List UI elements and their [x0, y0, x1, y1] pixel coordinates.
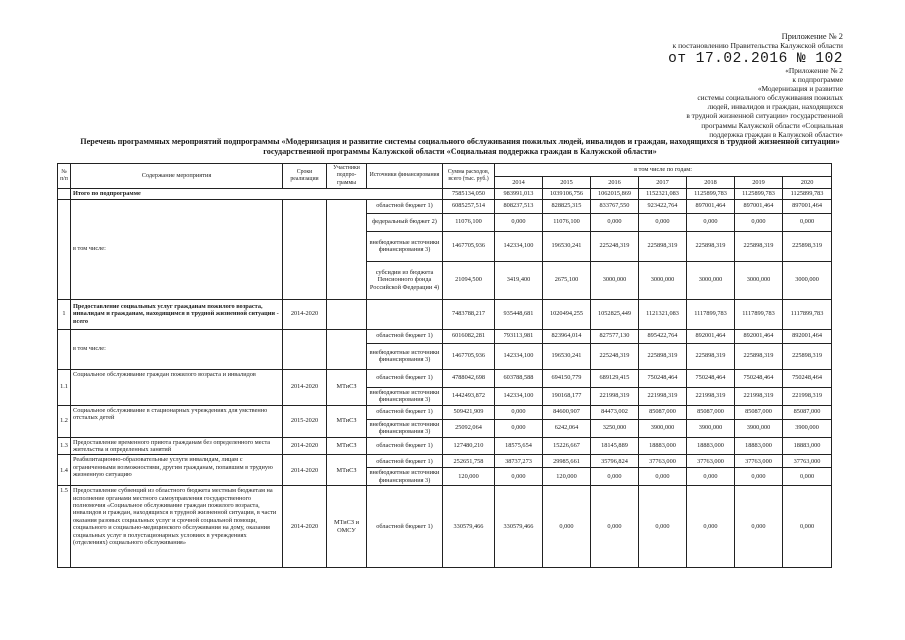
cell-value: 225898,319 — [639, 343, 687, 369]
header-line: программы Калужской области «Социальная — [701, 120, 843, 130]
total-label: Итого по подпрограмме — [71, 189, 443, 199]
cell-value: 18883,000 — [639, 437, 687, 455]
cell-value: 1039106,756 — [543, 189, 591, 199]
cell-value: 0,000 — [639, 468, 687, 486]
terms: 2014-2020 — [283, 486, 327, 568]
program-activities-table — [57, 163, 832, 568]
cell-value: 225898,319 — [639, 231, 687, 261]
participant: МТиСЗ — [327, 455, 367, 486]
date-stamp: от 17.02.2016 № 102 — [668, 51, 843, 68]
header-line: системы социального обслуживания пожилых — [697, 93, 843, 103]
activity-text: Социальное обслуживание граждан пожилого возраста и инвалидов — [71, 369, 283, 405]
cell-value: 3900,000 — [783, 419, 832, 437]
incl-label: в том числе: — [71, 199, 283, 299]
cell-value: 0,000 — [591, 486, 639, 568]
cell-value: 196530,241 — [543, 231, 591, 261]
year-header: 2020 — [783, 176, 832, 189]
cell-value: 84473,002 — [591, 405, 639, 419]
appendix-header — [503, 32, 843, 69]
cell-value: 221998,319 — [783, 387, 832, 405]
cell-value: 37763,000 — [783, 455, 832, 468]
year-header: 2018 — [687, 176, 735, 189]
cell-value: 6016082,281 — [443, 329, 495, 343]
cell-value: 1052825,449 — [591, 299, 639, 329]
activity-text: Предоставление временного приюта гражданам без определенного места жительства и определенных занятий — [71, 437, 283, 455]
cell-value: 29985,661 — [543, 455, 591, 468]
cell-value: 1117899,783 — [687, 299, 735, 329]
resolution-line: к постановлению Правительства Калужской области — [672, 41, 843, 51]
cell-value: 823964,014 — [543, 329, 591, 343]
cell-value: 0,000 — [591, 213, 639, 231]
cell-value: 808237,513 — [495, 199, 543, 213]
cell-value: 37763,000 — [687, 455, 735, 468]
cell-value: 694150,779 — [543, 369, 591, 387]
appendix-number: Приложение № 2 — [781, 32, 843, 41]
cell-value: 897001,464 — [687, 199, 735, 213]
cell-value: 0,000 — [783, 213, 832, 231]
source-label: областной бюджет 1) — [367, 486, 443, 568]
cell-value: 221998,319 — [687, 387, 735, 405]
source-label: областной бюджет 1) — [367, 405, 443, 419]
cell-value: 827577,130 — [591, 329, 639, 343]
year-header: 2019 — [735, 176, 783, 189]
year-header: 2014 — [495, 176, 543, 189]
cell-value: 0,000 — [495, 419, 543, 437]
cell-value: 18883,000 — [783, 437, 832, 455]
year-header: 2016 — [591, 176, 639, 189]
cell-value: 0,000 — [543, 486, 591, 568]
cell-value: 892001,464 — [783, 329, 832, 343]
terms: 2014-2020 — [283, 369, 327, 405]
header-line: в трудной жизненной ситуации» государственной — [686, 111, 843, 121]
cell-value: 0,000 — [735, 486, 783, 568]
cell-value: 892001,464 — [687, 329, 735, 343]
cell-value: 0,000 — [495, 213, 543, 231]
cell-value: 225248,319 — [591, 231, 639, 261]
cell-value: 127480,210 — [443, 437, 495, 455]
col-participant-header: Участники подпро-граммы — [327, 164, 367, 189]
cell-value: 225898,319 — [735, 343, 783, 369]
cell-value: 3000,000 — [591, 261, 639, 299]
activity-text: Реабилитационно-образовательные услуги инвалидам, лицам с ограниченными возможностями, другим гражданам, попавшим в трудную жизненную ситуацию — [71, 455, 283, 486]
cell-value: 983991,013 — [495, 189, 543, 199]
cell-value: 3900,000 — [639, 419, 687, 437]
cell-value: 85087,000 — [783, 405, 832, 419]
cell-value: 1467705,936 — [443, 343, 495, 369]
cell-value: 142334,100 — [495, 387, 543, 405]
cell-value: 225898,319 — [687, 231, 735, 261]
cell-value: 196530,241 — [543, 343, 591, 369]
row-number: 1.3 — [58, 437, 71, 455]
cell-value: 1062015,869 — [591, 189, 639, 199]
cell-value: 7483788,217 — [443, 299, 495, 329]
cell-value: 18575,654 — [495, 437, 543, 455]
col-sources-header: Источники финансирования — [367, 164, 443, 189]
cell-value: 923422,764 — [639, 199, 687, 213]
cell-value: 330579,466 — [443, 486, 495, 568]
cell-value: 895422,764 — [639, 329, 687, 343]
cell-value: 18883,000 — [687, 437, 735, 455]
source-label: областной бюджет 1) — [367, 199, 443, 213]
cell-value: 225898,319 — [783, 343, 832, 369]
cell-value: 1467705,936 — [443, 231, 495, 261]
source-label: областной бюджет 1) — [367, 369, 443, 387]
incl-label: в том числе: — [71, 329, 283, 369]
terms: 2015-2020 — [283, 405, 327, 437]
cell-value: 1117899,783 — [735, 299, 783, 329]
cell-value: 11076,100 — [443, 213, 495, 231]
cell-value: 0,000 — [639, 486, 687, 568]
source-label: субсидии из бюджета Пенсионного фонда Российской Федерации 4) — [367, 261, 443, 299]
source-label: внебюджетные источники финансирования 3) — [367, 231, 443, 261]
cell-value: 142334,100 — [495, 231, 543, 261]
activity-text: Социальное обслуживание в стационарных учреждениях для умственно отсталых детей — [71, 405, 283, 437]
cell-value: 3900,000 — [735, 419, 783, 437]
cell-value: 142334,100 — [495, 343, 543, 369]
cell-value: 828825,315 — [543, 199, 591, 213]
cell-value: 0,000 — [495, 468, 543, 486]
cell-value: 0,000 — [783, 486, 832, 568]
cell-value: 252651,758 — [443, 455, 495, 468]
year-header: 2015 — [543, 176, 591, 189]
cell-value: 35796,824 — [591, 455, 639, 468]
cell-value: 6242,064 — [543, 419, 591, 437]
source-label: внебюджетные источники финансирования 3) — [367, 343, 443, 369]
title-line-1: Перечень программных мероприятий подпрограммы «Модернизация и развитие системы социального обслуживания пожилых людей, инвалидов и граждан, находящихся в трудной жизненной ситуации» — [80, 137, 840, 146]
source-label: федеральный бюджет 2) — [367, 213, 443, 231]
cell-value: 120,000 — [443, 468, 495, 486]
source-label: внебюджетные источники финансирования 3) — [367, 468, 443, 486]
cell-value: 833767,550 — [591, 199, 639, 213]
cell-value: 120,000 — [543, 468, 591, 486]
cell-value: 750248,464 — [783, 369, 832, 387]
participant: МТиСЗ — [327, 369, 367, 405]
terms: 2014-2020 — [283, 437, 327, 455]
cell-value: 1152321,083 — [639, 189, 687, 199]
col-content-header: Содержание мероприятия — [71, 164, 283, 189]
cell-value: 85087,000 — [639, 405, 687, 419]
cell-value: 0,000 — [735, 468, 783, 486]
cell-value: 0,000 — [495, 405, 543, 419]
cell-value: 0,000 — [687, 213, 735, 231]
participant: МТиСЗ и ОМСУ — [327, 486, 367, 568]
cell-value: 3900,000 — [687, 419, 735, 437]
cell-value: 7585134,050 — [443, 189, 495, 199]
row-number: 1.4 — [58, 455, 71, 486]
cell-value: 3000,000 — [735, 261, 783, 299]
cell-value: 1442493,872 — [443, 387, 495, 405]
cell-value: 1020494,255 — [543, 299, 591, 329]
source-label: областной бюджет 1) — [367, 329, 443, 343]
source-label: внебюджетные источники финансирования 3) — [367, 419, 443, 437]
cell-value: 0,000 — [783, 468, 832, 486]
cell-value: 225898,319 — [783, 231, 832, 261]
col-years-header: в том числе по годам: — [495, 164, 832, 177]
participant: МТиСЗ — [327, 405, 367, 437]
cell-value: 0,000 — [639, 213, 687, 231]
header-line: людей, инвалидов и граждан, находящихся — [707, 102, 843, 112]
row-number: 1.5 — [58, 486, 71, 568]
cell-value: 750248,464 — [735, 369, 783, 387]
cell-value: 3419,400 — [495, 261, 543, 299]
cell-value: 225898,319 — [735, 231, 783, 261]
cell-value: 0,000 — [735, 213, 783, 231]
year-header: 2017 — [639, 176, 687, 189]
source-label: областной бюджет 1) — [367, 455, 443, 468]
title-line-2: государственной программы Калужской области «Социальная поддержка граждан в Калужской области» — [263, 147, 657, 156]
terms: 2014-2020 — [283, 299, 327, 329]
col-num-header: № п/п — [58, 164, 71, 189]
cell-value: 11076,100 — [543, 213, 591, 231]
header-line: поддержка граждан в Калужской области» — [709, 129, 843, 139]
cell-value: 2675,100 — [543, 261, 591, 299]
cell-value: 750248,464 — [639, 369, 687, 387]
cell-value: 25092,064 — [443, 419, 495, 437]
cell-value: 1125899,783 — [687, 189, 735, 199]
cell-value: 603788,588 — [495, 369, 543, 387]
cell-value: 84600,907 — [543, 405, 591, 419]
document-title — [60, 137, 860, 157]
cell-value: 15226,667 — [543, 437, 591, 455]
row-number: 1 — [58, 299, 71, 329]
cell-value: 225248,319 — [591, 343, 639, 369]
cell-value: 689129,415 — [591, 369, 639, 387]
cell-value: 509421,909 — [443, 405, 495, 419]
cell-value: 892001,464 — [735, 329, 783, 343]
cell-value: 225898,319 — [687, 343, 735, 369]
cell-value: 330579,466 — [495, 486, 543, 568]
cell-value: 0,000 — [591, 468, 639, 486]
cell-value: 37763,000 — [639, 455, 687, 468]
cell-value: 221998,319 — [639, 387, 687, 405]
cell-value: 897001,464 — [735, 199, 783, 213]
cell-value: 221998,319 — [735, 387, 783, 405]
cell-value: 1125899,783 — [735, 189, 783, 199]
cell-value: 18145,889 — [591, 437, 639, 455]
cell-value: 190168,177 — [543, 387, 591, 405]
subprogram-header — [603, 66, 843, 139]
col-total-header: Сумма расходов, всего (тыс. руб.) — [443, 164, 495, 189]
cell-value: 3000,000 — [783, 261, 832, 299]
cell-value: 1125899,783 — [783, 189, 832, 199]
header-line: «Модернизация и развитие — [757, 84, 843, 94]
activity-text: Предоставление субвенций из областного бюджета местным бюджетам на исполнение органами местного самоуправления государственного полномочия «Социальное обслуживание граждан пожилого возраста, инвалидов и граждан, находящихся в трудной жизненной ситуации, в части оказания разовых социальных услуг и срочной социальной помощи, социального и социально-медицинского обслуживания на дому, оказания социальных услуг в полустационарных условиях в учреждениях (отделениях) социального обслуживания» — [71, 486, 283, 568]
cell-value: 18883,000 — [735, 437, 783, 455]
participant: МТиСЗ — [327, 437, 367, 455]
cell-value: 0,000 — [687, 486, 735, 568]
cell-value: 6085257,514 — [443, 199, 495, 213]
row-number: 1.1 — [58, 369, 71, 405]
cell-value: 3250,000 — [591, 419, 639, 437]
cell-value: 221998,319 — [591, 387, 639, 405]
cell-value: 935448,681 — [495, 299, 543, 329]
cell-value: 85087,000 — [735, 405, 783, 419]
cell-value: 21094,500 — [443, 261, 495, 299]
cell-value: 0,000 — [687, 468, 735, 486]
header-line: к подпрограмме — [792, 75, 843, 85]
cell-value: 3000,000 — [687, 261, 735, 299]
cell-value: 85087,000 — [687, 405, 735, 419]
row-number: 1.2 — [58, 405, 71, 437]
source-label: областной бюджет 1) — [367, 437, 443, 455]
terms: 2014-2020 — [283, 455, 327, 486]
header-line: «Приложение № 2 — [785, 66, 843, 75]
cell-value: 4788042,698 — [443, 369, 495, 387]
cell-value: 750248,464 — [687, 369, 735, 387]
cell-value: 1121321,083 — [639, 299, 687, 329]
cell-value: 793113,981 — [495, 329, 543, 343]
cell-value: 897001,464 — [783, 199, 832, 213]
cell-value: 3000,000 — [639, 261, 687, 299]
activity-text: Предоставление социальных услуг гражданам пожилого возраста, инвалидам и гражданам, находящимся в трудной жизненной ситуации - всего — [71, 299, 283, 329]
cell-value: 38737,273 — [495, 455, 543, 468]
source-label: внебюджетные источники финансирования 3) — [367, 387, 443, 405]
cell-value: 1117899,783 — [783, 299, 832, 329]
cell-value: 37763,000 — [735, 455, 783, 468]
col-terms-header: Сроки реализации — [283, 164, 327, 189]
